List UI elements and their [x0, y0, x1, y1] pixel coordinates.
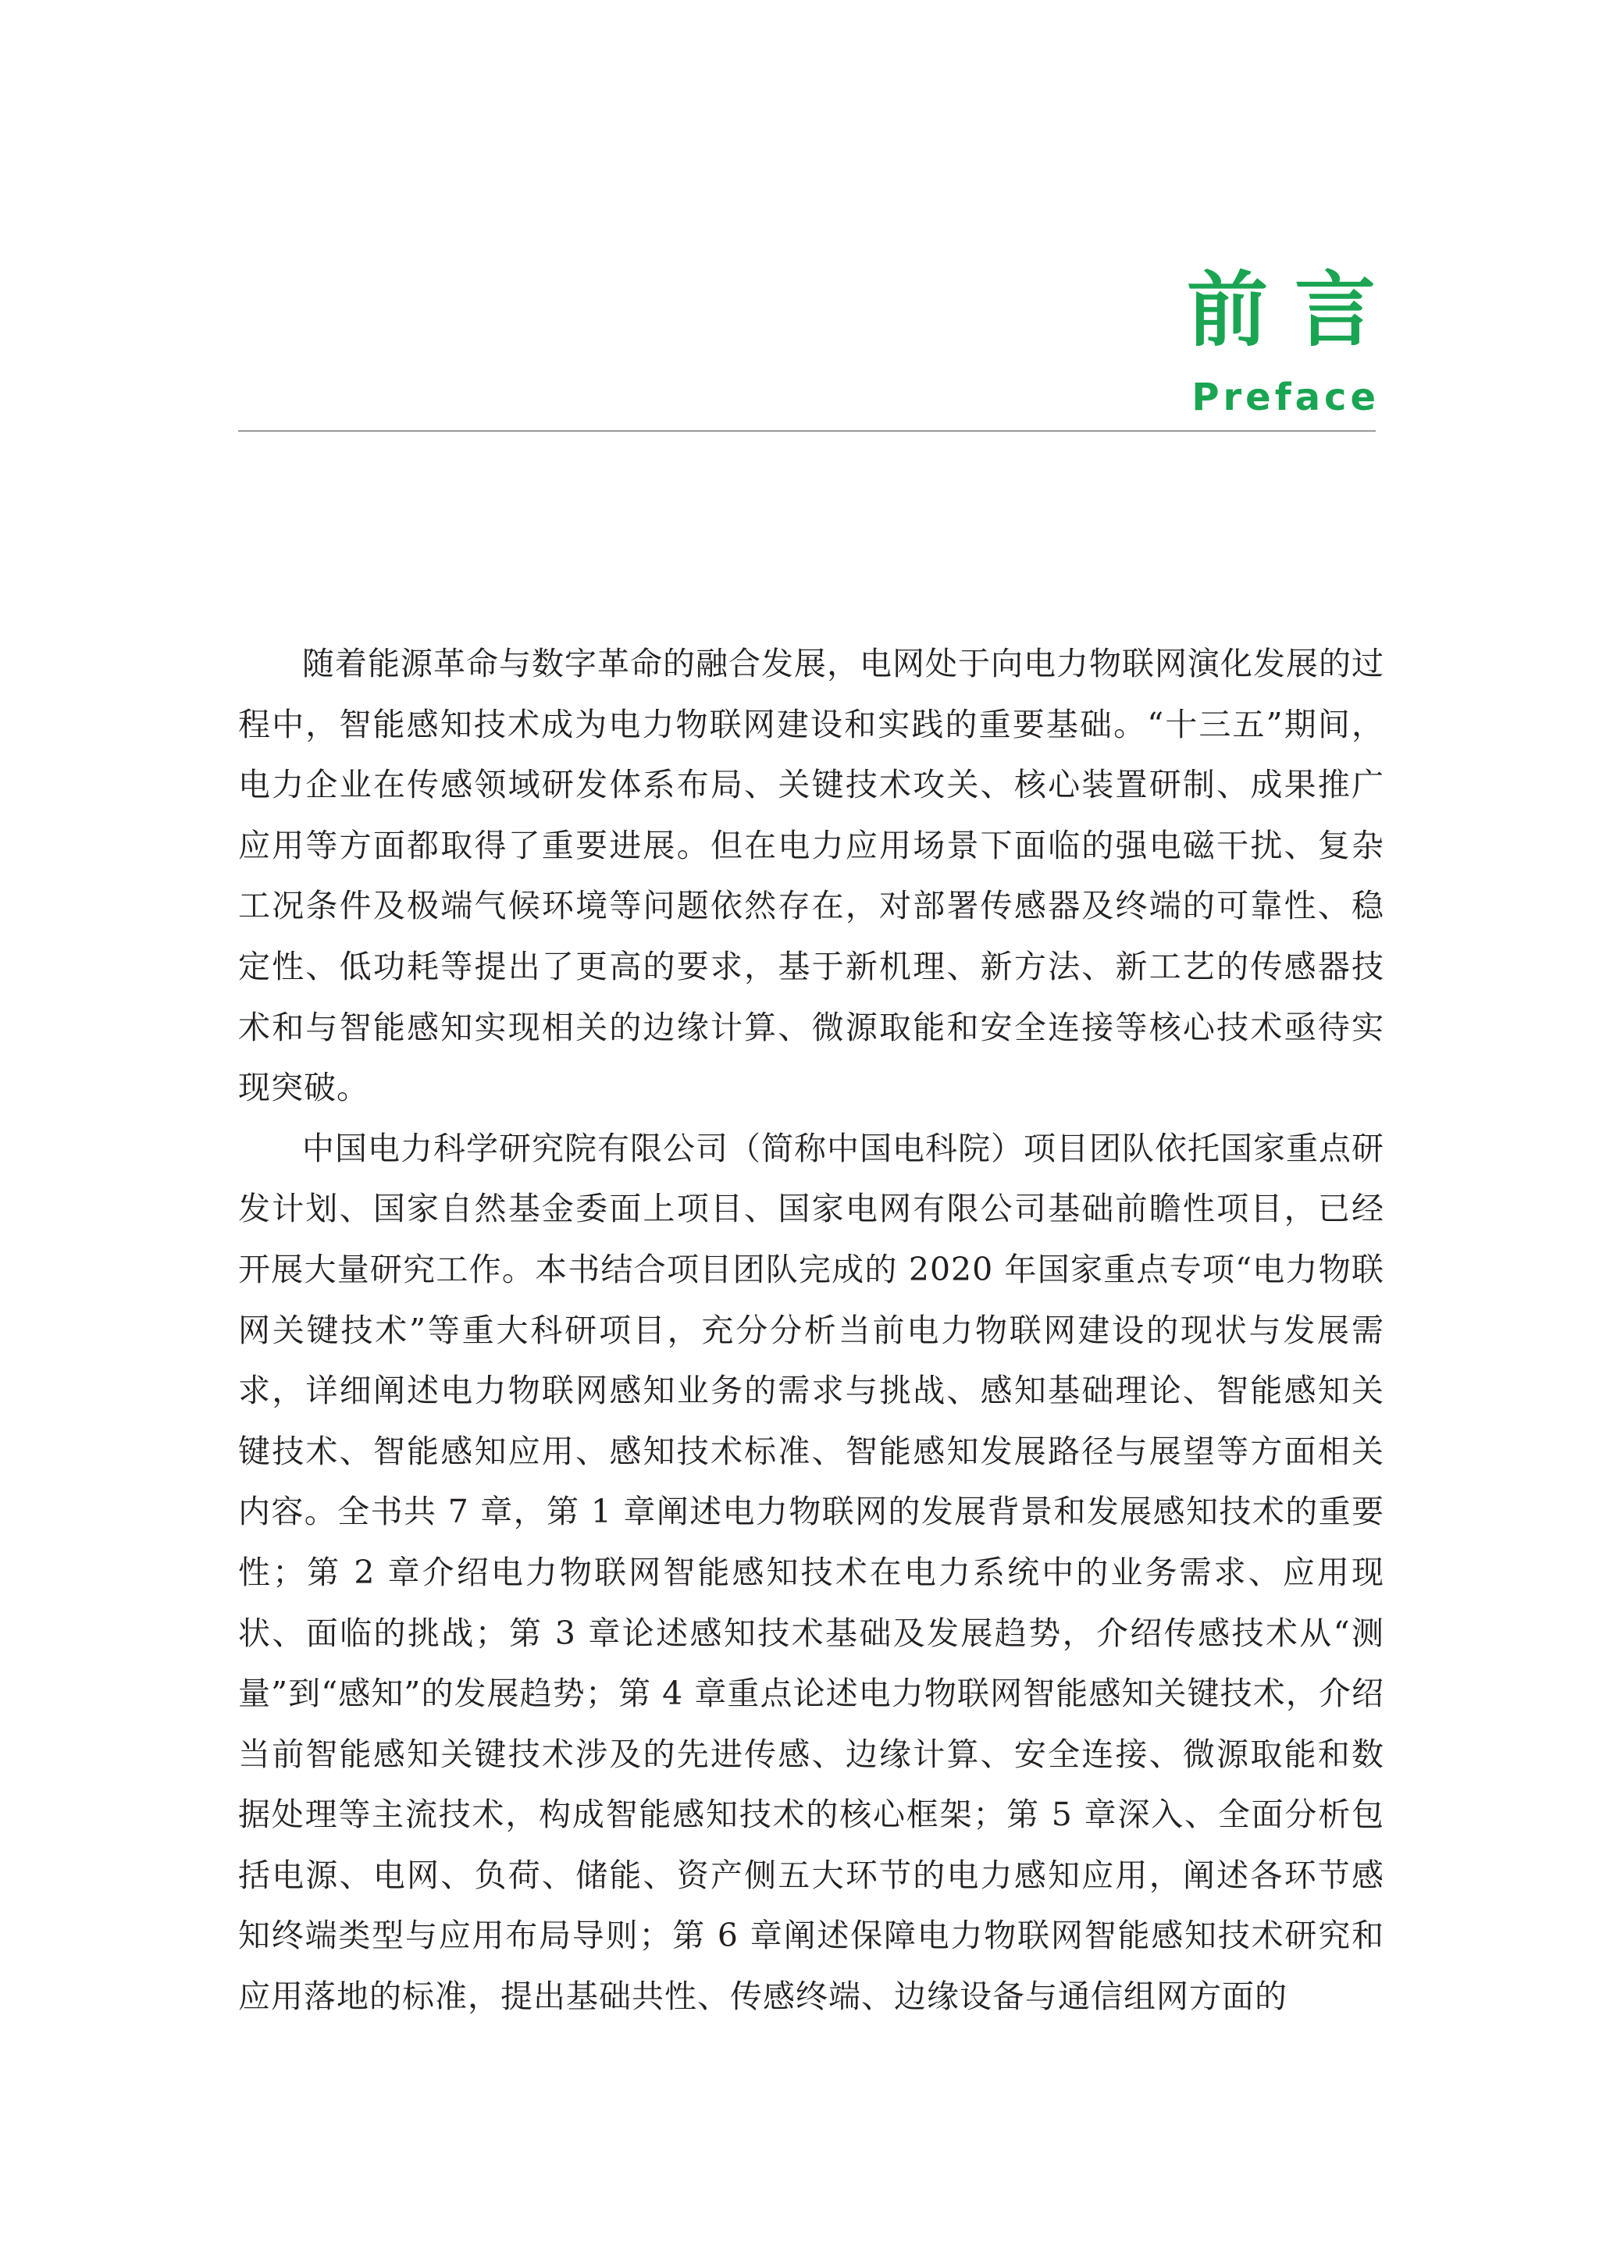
- paragraph: 中国电力科学研究院有限公司（简称中国电科院）项目团队依托国家重点研发计划、国家自然基金委面上项目、国家电网有限公司基础前瞻性项目，已经开展大量研究工作。本书结合项目团队完成的 2020 年国家重点专项“电力物联网关键技术”等重大科研项目，充分分析当前电力物联网建设的现状与发展需求，详细阐述电力物联网感知业务的需求与挑战、感知基础理论、智能感知关键技术、智能感知应用、感知技术标准、智能感知发展路径与展望等方面相关内容。全书共 7 章，第 1 章阐述电力物联网的发展背景和发展感知技术的重要性；第 2 章介绍电力物联网智能感知技术在电力系统中的业务需求、应用现状、面临的挑战；第 3 章论述感知技术基础及发展趋势，介绍传感技术从“测量”到“感知”的发展趋势；第 4 章重点论述电力物联网智能感知关键技术，介绍当前智能感知关键技术涉及的先进传感、边缘计算、安全连接、微源取能和数据处理等主流技术，构成智能感知技术的核心框架；第 5 章深入、全面分析包括电源、电网、负荷、储能、资产侧五大环节的电力感知应用，阐述各环节感知终端类型与应用布局导则；第 6 章阐述保障电力物联网智能感知技术研究和应用落地的标准，提出基础共性、传感终端、边缘设备与通信组网方面的: [238, 1129, 1384, 2016]
- paragraph: 随着能源革命与数字革命的融合发展，电网处于向电力物联网演化发展的过程中，智能感知技术成为电力物联网建设和实践的重要基础。“十三五”期间，电力企业在传感领域研发体系布局、关键技术攻关、核心装置研制、成果推广应用等方面都取得了重要进展。但在电力应用场景下面临的强电磁干扰、复杂工况条件及极端气候环境等问题依然存在，对部署传感器及终端的可靠性、稳定性、低功耗等提出了更高的要求，基于新机理、新方法、新工艺的传感器技术和与智能感知实现相关的边缘计算、微源取能和安全连接等核心技术亟待实现突破。: [238, 645, 1384, 1107]
- page-heading: [1186, 262, 1402, 419]
- body-text: [238, 634, 1384, 2028]
- heading-divider: [238, 430, 1376, 432]
- chapter-title: 前言: [1186, 262, 1402, 358]
- chapter-subtitle: Preface: [1191, 376, 1380, 419]
